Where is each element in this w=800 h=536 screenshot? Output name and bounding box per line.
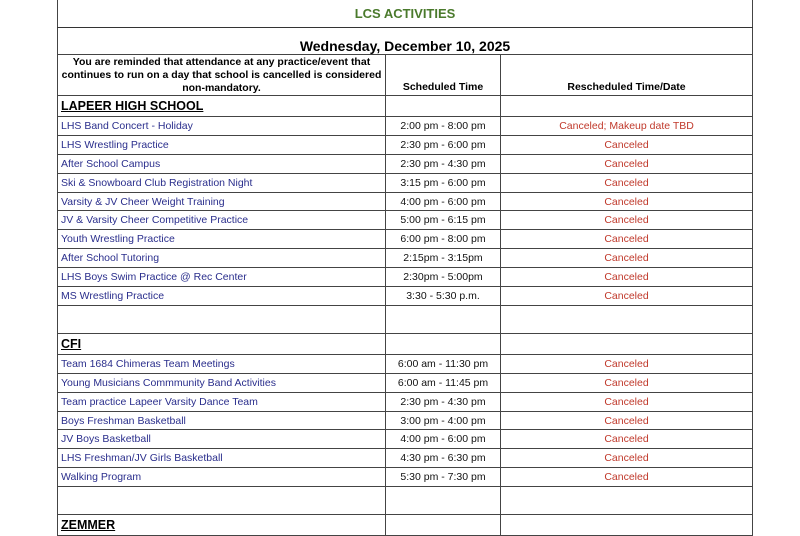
empty-cell xyxy=(501,515,753,536)
column-header-scheduled: Scheduled Time xyxy=(386,55,501,96)
activity-name: Walking Program xyxy=(58,468,386,487)
empty-cell xyxy=(501,487,753,515)
activity-row xyxy=(58,373,753,392)
scheduled-time: 2:30 pm - 6:00 pm xyxy=(386,135,501,154)
activity-row xyxy=(58,230,753,249)
rescheduled-status: Canceled xyxy=(501,230,753,249)
empty-cell xyxy=(386,487,501,515)
activity-name: LHS Freshman/JV Girls Basketball xyxy=(58,449,386,468)
section-row xyxy=(58,333,753,354)
rescheduled-status: Canceled xyxy=(501,268,753,287)
activity-row xyxy=(58,211,753,230)
section-row xyxy=(58,515,753,536)
scheduled-time: 2:00 pm - 8:00 pm xyxy=(386,117,501,136)
blank-row xyxy=(58,305,753,333)
activity-name: JV Boys Basketball xyxy=(58,430,386,449)
activity-row xyxy=(58,287,753,306)
activity-name: Youth Wrestling Practice xyxy=(58,230,386,249)
rescheduled-status: Canceled xyxy=(501,411,753,430)
column-header-rescheduled: Rescheduled Time/Date xyxy=(501,55,753,96)
empty-cell xyxy=(386,96,501,117)
section-heading: LAPEER HIGH SCHOOL xyxy=(58,96,386,117)
activity-row xyxy=(58,354,753,373)
activity-row xyxy=(58,411,753,430)
activity-name: JV & Varsity Cheer Competitive Practice xyxy=(58,211,386,230)
rescheduled-status: Canceled xyxy=(501,449,753,468)
empty-cell xyxy=(386,333,501,354)
activity-row xyxy=(58,430,753,449)
activity-row xyxy=(58,192,753,211)
scheduled-time: 2:15pm - 3:15pm xyxy=(386,249,501,268)
scheduled-time: 3:15 pm - 6:00 pm xyxy=(386,173,501,192)
activity-name: LHS Wrestling Practice xyxy=(58,135,386,154)
rescheduled-status: Canceled xyxy=(501,249,753,268)
empty-cell xyxy=(501,333,753,354)
scheduled-time: 2:30 pm - 4:30 pm xyxy=(386,392,501,411)
activity-name: Young Musicians Commmunity Band Activities xyxy=(58,373,386,392)
scheduled-time: 3:00 pm - 4:00 pm xyxy=(386,411,501,430)
activity-name: LHS Band Concert - Holiday xyxy=(58,117,386,136)
rescheduled-status: Canceled xyxy=(501,154,753,173)
activity-row xyxy=(58,117,753,136)
empty-cell xyxy=(58,487,386,515)
scheduled-time: 6:00 pm - 8:00 pm xyxy=(386,230,501,249)
activity-row xyxy=(58,249,753,268)
activity-row xyxy=(58,268,753,287)
activity-name: Ski & Snowboard Club Registration Night xyxy=(58,173,386,192)
rescheduled-status: Canceled xyxy=(501,287,753,306)
activity-row xyxy=(58,173,753,192)
rescheduled-status: Canceled xyxy=(501,192,753,211)
scheduled-time: 5:00 pm - 6:15 pm xyxy=(386,211,501,230)
section-heading: CFI xyxy=(58,333,386,354)
scheduled-time: 4:00 pm - 6:00 pm xyxy=(386,430,501,449)
empty-cell xyxy=(386,305,501,333)
rescheduled-status: Canceled xyxy=(501,392,753,411)
blank-row xyxy=(58,487,753,515)
activity-name: LHS Boys Swim Practice @ Rec Center xyxy=(58,268,386,287)
scheduled-time: 6:00 am - 11:30 pm xyxy=(386,354,501,373)
activity-name: Varsity & JV Cheer Weight Training xyxy=(58,192,386,211)
empty-cell xyxy=(58,305,386,333)
rescheduled-status: Canceled xyxy=(501,135,753,154)
section-row xyxy=(58,96,753,117)
page-title: LCS ACTIVITIES xyxy=(58,0,753,28)
activity-name: Team practice Lapeer Varsity Dance Team xyxy=(58,392,386,411)
rescheduled-status: Canceled xyxy=(501,354,753,373)
scheduled-time: 2:30pm - 5:00pm xyxy=(386,268,501,287)
activity-name: After School Campus xyxy=(58,154,386,173)
activity-name: After School Tutoring xyxy=(58,249,386,268)
activity-row xyxy=(58,154,753,173)
rescheduled-status: Canceled xyxy=(501,173,753,192)
rescheduled-status: Canceled xyxy=(501,373,753,392)
section-heading: ZEMMER xyxy=(58,515,386,536)
rescheduled-status: Canceled; Makeup date TBD xyxy=(501,117,753,136)
rescheduled-status: Canceled xyxy=(501,211,753,230)
activities-table xyxy=(57,0,753,536)
scheduled-time: 4:00 pm - 6:00 pm xyxy=(386,192,501,211)
date-heading: Wednesday, December 10, 2025 xyxy=(58,28,753,55)
empty-cell xyxy=(501,305,753,333)
scheduled-time: 3:30 - 5:30 p.m. xyxy=(386,287,501,306)
empty-cell xyxy=(386,515,501,536)
activity-row xyxy=(58,468,753,487)
rescheduled-status: Canceled xyxy=(501,430,753,449)
activity-row xyxy=(58,135,753,154)
rescheduled-status: Canceled xyxy=(501,468,753,487)
attendance-notice: You are reminded that attendance at any practice/event that continues to run on a day that school is cancelled is considered non-mandatory. xyxy=(58,55,386,96)
activity-row xyxy=(58,392,753,411)
scheduled-time: 5:30 pm - 7:30 pm xyxy=(386,468,501,487)
activity-name: Boys Freshman Basketball xyxy=(58,411,386,430)
activity-name: Team 1684 Chimeras Team Meetings xyxy=(58,354,386,373)
scheduled-time: 6:00 am - 11:45 pm xyxy=(386,373,501,392)
activity-row xyxy=(58,449,753,468)
activity-name: MS Wrestling Practice xyxy=(58,287,386,306)
empty-cell xyxy=(501,96,753,117)
scheduled-time: 4:30 pm - 6:30 pm xyxy=(386,449,501,468)
scheduled-time: 2:30 pm - 4:30 pm xyxy=(386,154,501,173)
